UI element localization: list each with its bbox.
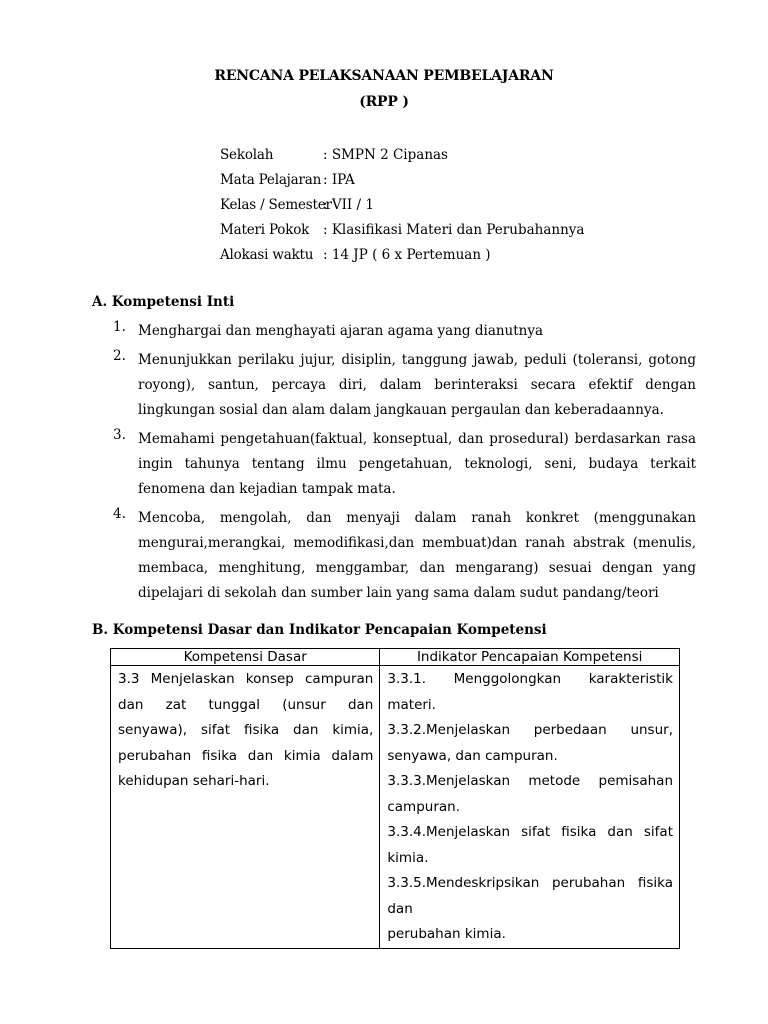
info-label: Kelas / Semester bbox=[220, 197, 332, 213]
info-row-topic bbox=[220, 220, 584, 245]
info-row-time-allocation bbox=[220, 245, 584, 270]
table-header-basic-competency: Kompetensi Dasar bbox=[111, 649, 380, 666]
section-a-heading: A. Kompetensi Inti bbox=[92, 294, 235, 310]
indicator-item: 3.3.5.Mendeskripsikan perubahan fisika dan bbox=[387, 875, 673, 917]
list-item-text: Menghargai dan menghayati ajaran agama yang dianutnya bbox=[138, 323, 544, 339]
list-item bbox=[113, 427, 696, 502]
info-value: : SMPN 2 Cipanas bbox=[323, 147, 448, 163]
info-label: Sekolah bbox=[220, 147, 274, 163]
section-b-heading: B. Kompetensi Dasar dan Indikator Pencapaian Kompetensi bbox=[92, 622, 547, 638]
indicator-item: 3.3.2.Menjelaskan perbedaan unsur, senyawa, dan campuran. bbox=[387, 722, 673, 764]
list-item-number: 4. bbox=[113, 506, 126, 522]
list-item-number: 1. bbox=[113, 319, 126, 335]
identity-block bbox=[220, 145, 584, 270]
info-row-class-semester bbox=[220, 195, 584, 220]
list-item-text: Memahami pengetahuan(faktual, konseptual, dan prosedural) berdasarkan rasa ingin tahunya tentang ilmu pengetahuan, teknologi, seni, budaya terkait fenomena dan kejadian tampak mata. bbox=[138, 431, 696, 497]
info-value: : VII / 1 bbox=[323, 197, 374, 213]
indicator-item: 3.3.3.Menjelaskan metode pemisahan campuran. bbox=[387, 773, 673, 815]
list-item-number: 3. bbox=[113, 427, 126, 443]
list-item bbox=[113, 319, 696, 344]
list-item-number: 2. bbox=[113, 348, 126, 364]
list-item bbox=[113, 506, 696, 606]
document-subtitle: (RPP ) bbox=[359, 94, 409, 110]
competency-table bbox=[110, 648, 680, 949]
info-label: Mata Pelajaran bbox=[220, 172, 322, 188]
table-row bbox=[111, 666, 680, 949]
info-value: : 14 JP ( 6 x Pertemuan ) bbox=[323, 247, 491, 263]
info-row-subject bbox=[220, 170, 584, 195]
table-header-indicator: Indikator Pencapaian Kompetensi bbox=[380, 649, 680, 666]
info-row-school bbox=[220, 145, 584, 170]
info-label: Alokasi waktu bbox=[220, 247, 314, 263]
info-value: : IPA bbox=[323, 172, 355, 188]
list-item-text: Mencoba, mengolah, dan menyaji dalam ranah konkret (menggunakan mengurai,merangkai, memodifikasi,dan membuat)dan ranah abstrak (menulis, membaca, menghitung, menggambar, dan mengarang) sesuai dengan yang dipelajari di sekolah dan sumber lain yang sama dalam sudut pandang/teori bbox=[138, 510, 696, 601]
list-item-text: Menunjukkan perilaku jujur, disiplin, tanggung jawab, peduli (toleransi, gotong royong), santun, percaya diri, dalam berinteraksi secara efektif dengan lingkungan sosial dan alam dalam jangkauan pergaulan dan keberadaannya. bbox=[138, 352, 696, 418]
list-item bbox=[113, 348, 696, 423]
table-header-row bbox=[111, 649, 680, 666]
info-value: : Klasifikasi Materi dan Perubahannya bbox=[323, 222, 585, 238]
core-competency-list bbox=[113, 319, 696, 610]
indicator-cell bbox=[380, 666, 680, 949]
info-label: Materi Pokok bbox=[220, 222, 310, 238]
indicator-item: 3.3.1. Menggolongkan karakteristik materi. bbox=[387, 671, 673, 713]
indicator-item: perubahan kimia. bbox=[387, 926, 506, 942]
indicator-item: 3.3.4.Menjelaskan sifat fisika dan sifat kimia. bbox=[387, 824, 673, 866]
document-title: RENCANA PELAKSANAAN PEMBELAJARAN bbox=[214, 68, 554, 84]
basic-competency-cell: 3.3 Menjelaskan konsep campuran dan zat tunggal (unsur dan senyawa), sifat fisika dan kimia, perubahan fisika dan kimia dalam kehidupan sehari-hari. bbox=[111, 666, 380, 949]
